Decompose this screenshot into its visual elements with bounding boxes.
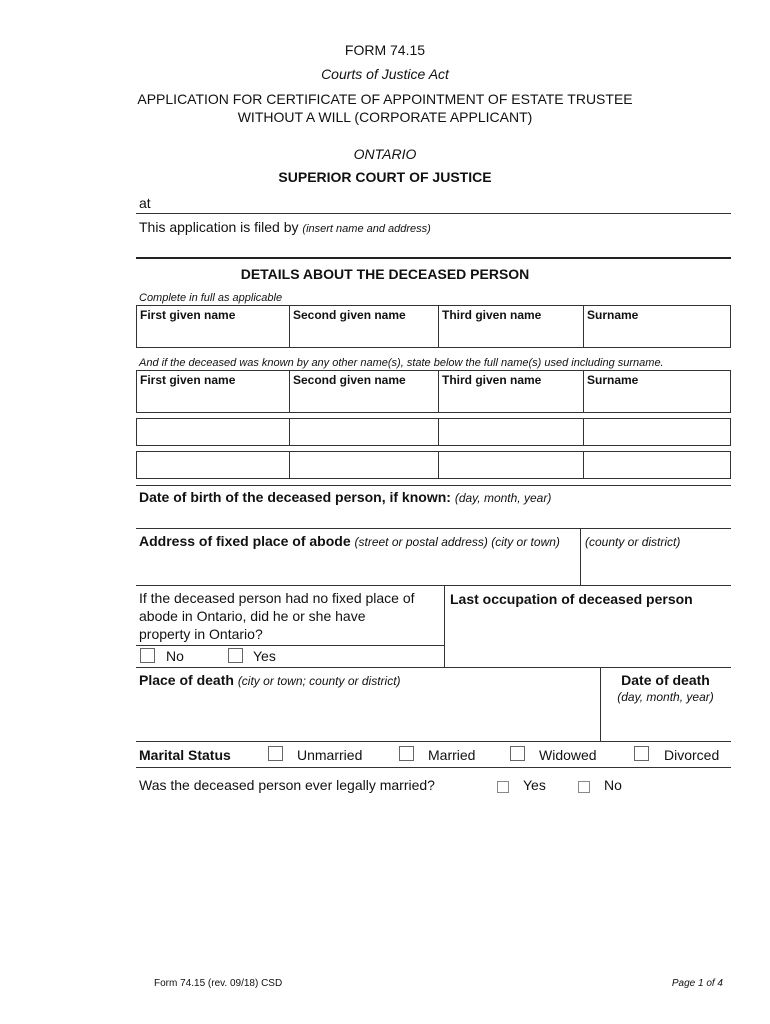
legally-married-yes-checkbox[interactable]: [497, 781, 509, 793]
divorced-checkbox[interactable]: [634, 746, 649, 761]
first-given-name-field[interactable]: [137, 306, 290, 347]
property-question-line3: property in Ontario?: [139, 626, 263, 642]
other-third-given-name-field[interactable]: [439, 371, 584, 412]
at-field-line[interactable]: [136, 213, 731, 214]
property-answer-rule: [136, 645, 445, 646]
other-third-given-name-label: Third given name: [442, 373, 542, 387]
blank-name-cell[interactable]: [137, 419, 290, 445]
property-top-rule: [136, 585, 731, 586]
first-given-name-label: First given name: [140, 308, 236, 322]
property-question-line1: If the deceased person had no fixed place of: [139, 590, 415, 606]
footer-form-rev: Form 74.15 (rev. 09/18) CSD: [154, 978, 283, 989]
third-given-name-field[interactable]: [439, 306, 584, 347]
address-label: Address of fixed place of abode: [139, 533, 351, 549]
other-surname-field[interactable]: [584, 371, 730, 412]
legally-married-question: Was the deceased person ever legally married?: [139, 777, 435, 793]
marital-bottom-rule: [136, 767, 731, 768]
dob-top-rule: [136, 485, 731, 486]
place-of-death-field[interactable]: [139, 672, 401, 688]
blank-name-cell[interactable]: [584, 452, 730, 478]
at-label: at: [139, 195, 151, 211]
blank-name-cell[interactable]: [137, 452, 290, 478]
filed-by-bottom-rule: [136, 257, 731, 259]
marital-top-rule: [136, 741, 731, 742]
province: ONTARIO: [353, 146, 417, 162]
section-title: DETAILS ABOUT THE DECEASED PERSON: [240, 266, 530, 282]
blank-name-cell[interactable]: [439, 419, 584, 445]
filed-by-label: This application is filed by: [139, 219, 299, 235]
legally-married-no-checkbox[interactable]: [578, 781, 590, 793]
dob-label: Date of birth of the deceased person, if known:: [139, 489, 451, 505]
legally-married-no-label: No: [604, 777, 622, 793]
blank-name-cell[interactable]: [290, 419, 439, 445]
form-number: FORM 74.15: [344, 42, 426, 58]
date-of-death-label: Date of death: [621, 672, 710, 688]
second-given-name-field[interactable]: [290, 306, 439, 347]
other-names-intro: And if the deceased was known by any other name(s), state below the full name(s) used including surname.: [139, 357, 664, 369]
filed-by-hint: (insert name and address): [302, 223, 431, 235]
other-first-given-name-field[interactable]: [137, 371, 290, 412]
blank-name-cell[interactable]: [439, 452, 584, 478]
address-divider: [580, 528, 581, 585]
property-question: [139, 589, 415, 643]
place-of-death-hint: (city or town; county or district): [237, 674, 401, 688]
dob-field[interactable]: [139, 489, 551, 505]
blank-name-cell[interactable]: [584, 419, 730, 445]
surname-field[interactable]: [584, 306, 730, 347]
address-field[interactable]: [139, 533, 560, 549]
unmarried-label: Unmarried: [297, 747, 363, 763]
filed-by: [139, 219, 431, 235]
married-label: Married: [428, 747, 476, 763]
divorced-label: Divorced: [664, 747, 720, 763]
county-field[interactable]: (county or district): [585, 535, 681, 549]
form-title-line2: WITHOUT A WILL (CORPORATE APPLICANT): [237, 109, 533, 125]
legally-married-yes-label: Yes: [523, 777, 546, 793]
widowed-label: Widowed: [539, 747, 597, 763]
married-checkbox[interactable]: [399, 746, 414, 761]
other-name-row: [136, 451, 731, 479]
property-yes-checkbox[interactable]: [228, 648, 243, 663]
unmarried-checkbox[interactable]: [268, 746, 283, 761]
form-title-line1: APPLICATION FOR CERTIFICATE OF APPOINTMENT OF ESTATE TRUSTEE: [137, 91, 633, 107]
footer-page-number: Page 1 of 4: [671, 978, 723, 989]
occupation-divider: [444, 585, 445, 667]
address-hint: (street or postal address) (city or town): [354, 535, 560, 549]
blank-name-cell[interactable]: [290, 452, 439, 478]
third-given-name-label: Third given name: [442, 308, 542, 322]
date-of-death-hint[interactable]: (day, month, year): [617, 690, 714, 704]
act-name: Courts of Justice Act: [321, 66, 449, 82]
place-of-death-top-rule: [136, 667, 731, 668]
property-yes-label: Yes: [253, 648, 276, 664]
name-table: [136, 305, 731, 348]
other-name-row: [136, 418, 731, 446]
names-intro: Complete in full as applicable: [139, 292, 283, 304]
other-second-given-name-label: Second given name: [293, 373, 406, 387]
occupation-label: Last occupation of deceased person: [450, 591, 693, 607]
other-first-given-name-label: First given name: [140, 373, 236, 387]
property-no-label: No: [166, 648, 184, 664]
dob-hint: (day, month, year): [454, 491, 552, 505]
property-question-line2: abode in Ontario, did he or she have: [139, 608, 366, 624]
surname-label: Surname: [587, 308, 639, 322]
other-name-table: [136, 370, 731, 413]
court-name: SUPERIOR COURT OF JUSTICE: [278, 169, 492, 185]
other-second-given-name-field[interactable]: [290, 371, 439, 412]
widowed-checkbox[interactable]: [510, 746, 525, 761]
second-given-name-label: Second given name: [293, 308, 406, 322]
address-top-rule: [136, 528, 731, 529]
other-surname-label: Surname: [587, 373, 639, 387]
property-no-checkbox[interactable]: [140, 648, 155, 663]
place-of-death-label: Place of death: [139, 672, 234, 688]
marital-status-label: Marital Status: [139, 747, 231, 763]
